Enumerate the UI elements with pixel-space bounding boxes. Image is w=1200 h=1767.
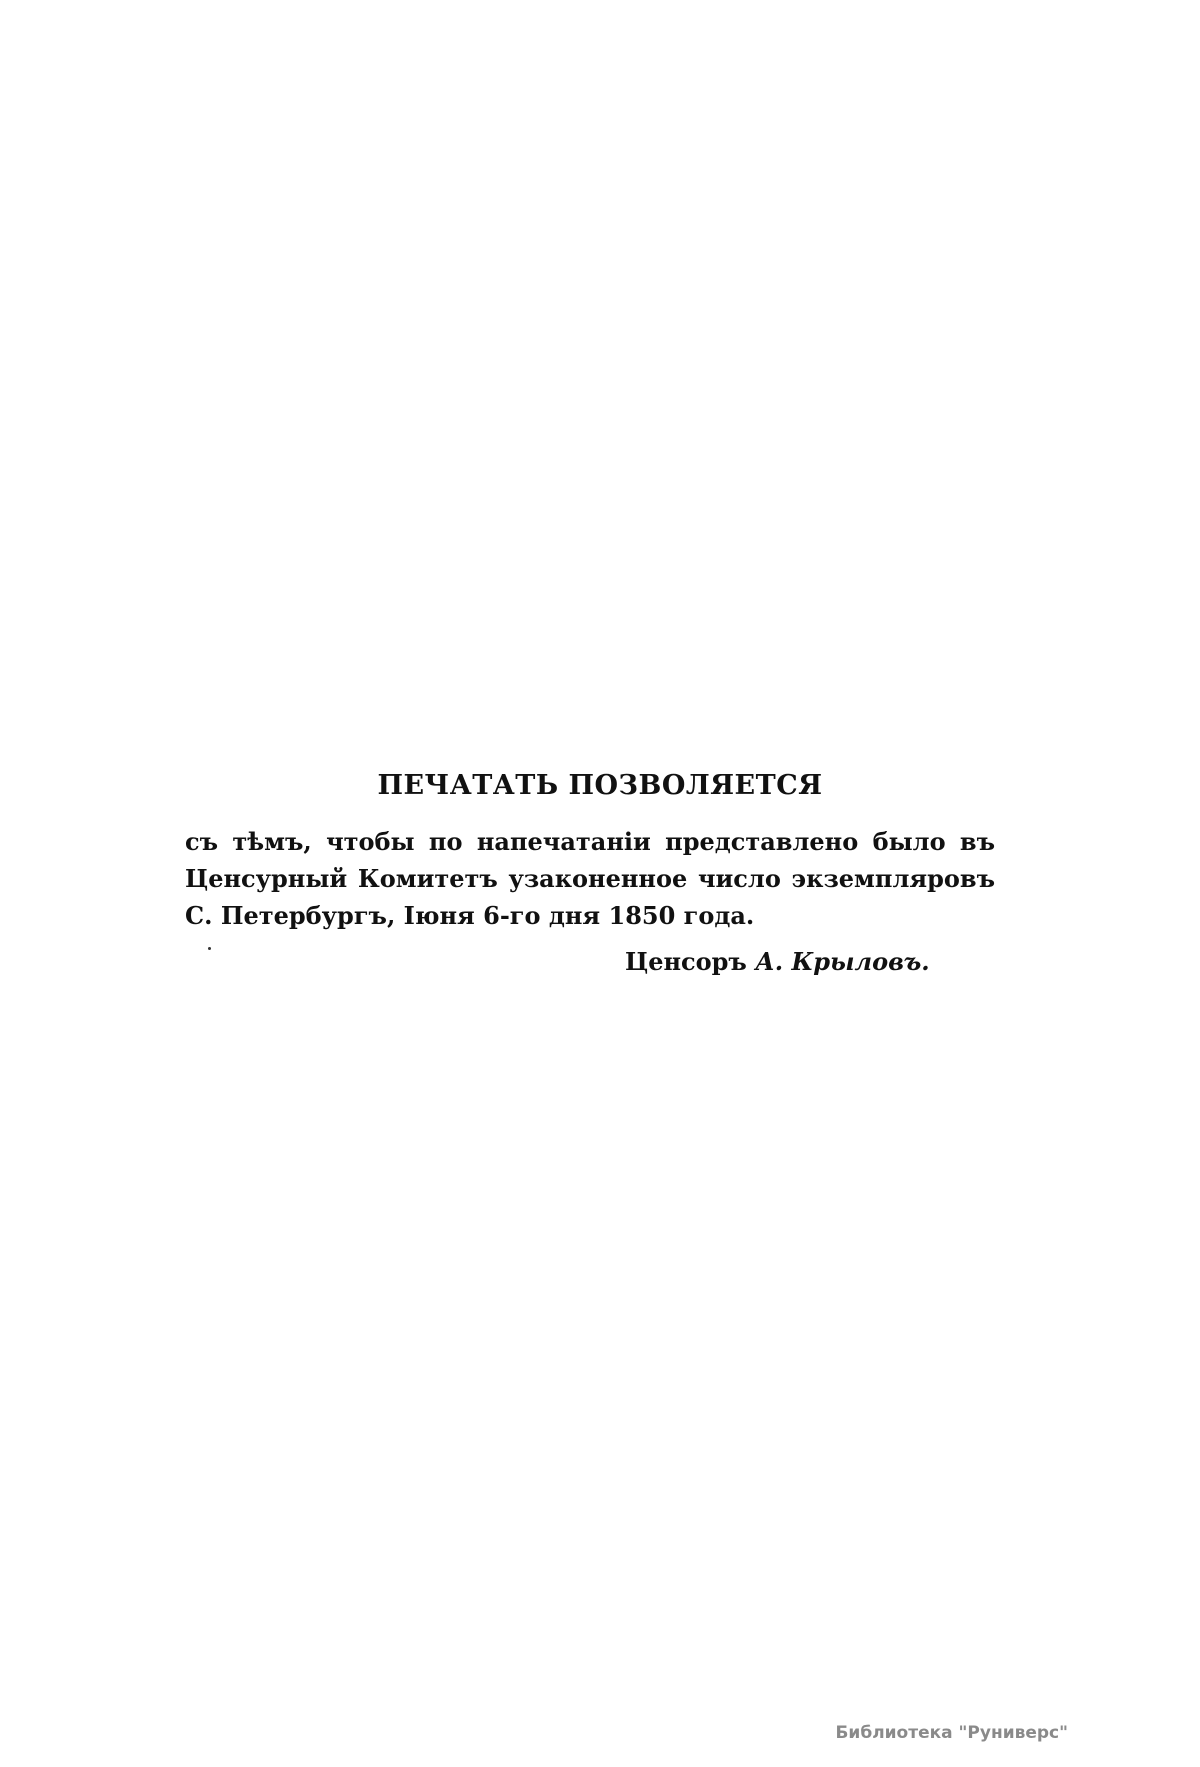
approval-line-1: съ тѣмъ, чтобы по напечатаніи представлено было въ <box>185 827 995 856</box>
approval-line-2: Ценсурный Комитетъ узаконенное число экземпляровъ <box>185 864 995 893</box>
approval-heading: ПЕЧАТАТЬ ПОЗВОЛЯЕТСЯ <box>377 770 823 801</box>
censor-signature <box>185 947 995 976</box>
censorship-approval <box>185 770 995 976</box>
censor-title: Ценсоръ <box>625 947 747 976</box>
library-watermark: Библиотека "Руниверс" <box>835 1723 1068 1743</box>
approval-line-3: С. Петербургъ, Іюня 6-го дня 1850 года. <box>185 901 755 930</box>
censor-name: А. Крыловъ. <box>755 947 930 976</box>
print-speck <box>208 947 211 950</box>
